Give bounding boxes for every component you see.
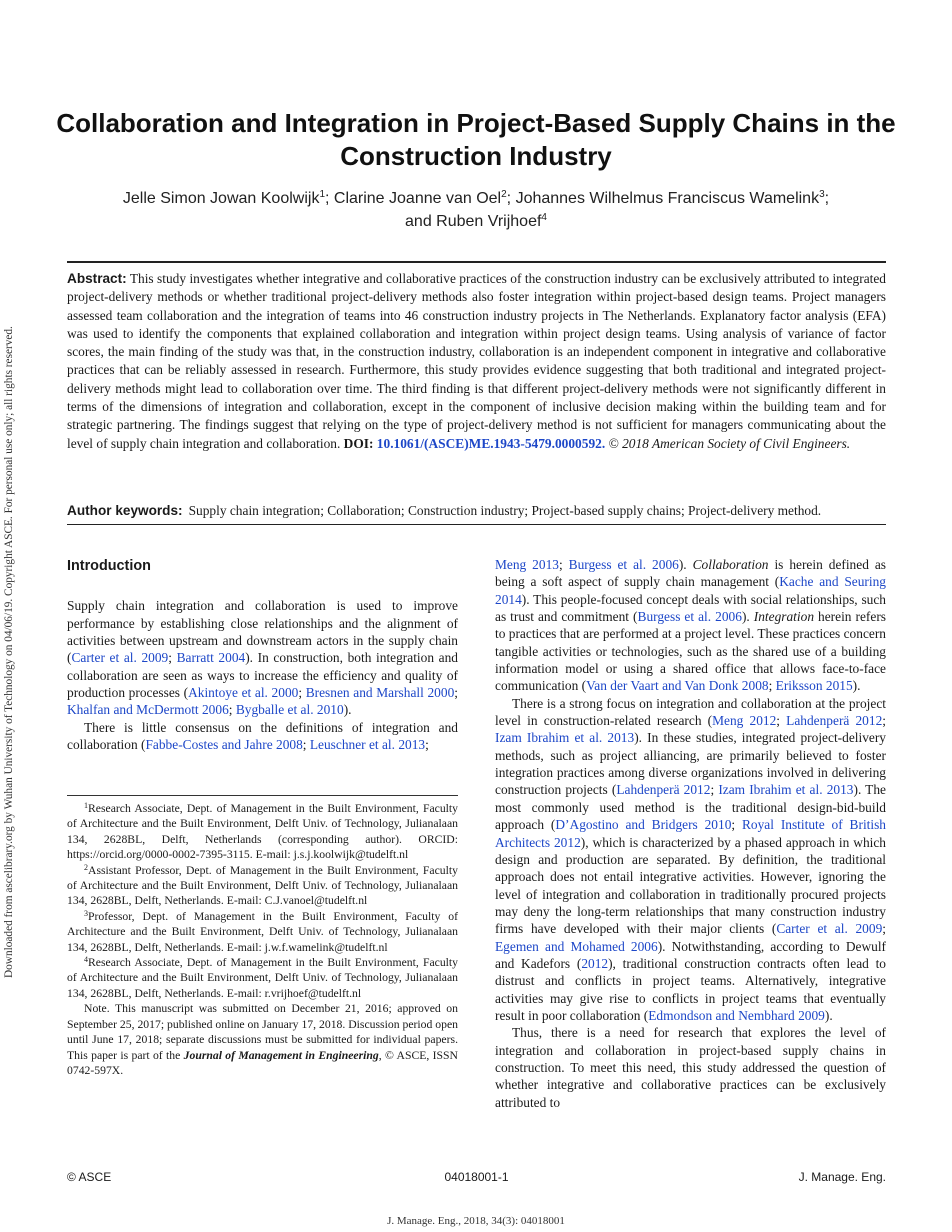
citation-link[interactable]: Bresnen and Marshall 2000 — [305, 685, 455, 701]
text-run: ; — [768, 678, 776, 694]
footnote-2 — [67, 863, 458, 909]
author-3: Johannes Wilhelmus Franciscus Wamelink — [515, 190, 820, 207]
citation-link[interactable]: Meng 2012 — [712, 713, 777, 729]
citation-link[interactable]: Fabbe-Costes and Jahre 2008 — [145, 737, 303, 753]
footer-publisher: © ASCE — [67, 1170, 112, 1184]
author-separator: ; — [506, 190, 516, 207]
submission-note — [67, 1001, 458, 1078]
text-run: Supply chain integration and collaboration is used to improve performance by establishing close relationships and the alignment of activities between upstream and downstream actors in the supply chain ( — [67, 598, 458, 666]
author-2: Clarine Joanne van Oel — [333, 190, 502, 207]
download-watermark: Downloaded from ascelibrary.org by Wuhan University of Technology on 04/06/19. Copyright ASCE. For personal use only; all rights reserved. — [3, 326, 15, 978]
citation-link[interactable]: Eriksson 2015 — [775, 678, 853, 694]
text-run: ; — [425, 737, 429, 753]
text-run: There is little consensus on the definitions of integration and collaboration ( — [67, 719, 458, 753]
footnote-4 — [67, 955, 458, 1001]
author-separator: ; — [325, 190, 334, 207]
term-emphasis: Integration — [753, 609, 815, 625]
citation-link[interactable]: Edmondson and Nembhard 2009 — [648, 1007, 825, 1023]
text-run: ), which is characterized by a phased approach in which design and production are separated. By definition, the traditional approach does not entail integrative activities. However, ignoring the level of integration and collaboration in traditionally procured projects may deny the long-term relationships that many construction industry firms have developed with their major clients ( — [495, 834, 886, 937]
left-column — [67, 556, 458, 753]
text-run: ; — [168, 650, 177, 666]
intro-paragraph-2 — [67, 719, 458, 754]
text-run: ). In construction, both integration and collaboration are seen as ways to increase the efficiency and quality of production processes ( — [67, 650, 458, 701]
abstract-top-rule — [67, 261, 886, 263]
keywords-label: Author keywords: — [67, 503, 183, 518]
text-run: ). In these studies, integrated project-delivery methods, such as project alliancing, are primarily believed to foster integration practices among diverse organizations involved in delivering construction projects ( — [495, 730, 886, 798]
footnote-text: Professor, Dept. of Management in the Built Environment, Faculty of Architecture and the Built Environment, Delft Univ. of Technology, Julianalaan 134, 2628BL, Delft, Netherlands. E-mail: j.w.f.wamelink@tudelft.nl — [67, 909, 458, 954]
text-run: ). This people-focused concept deals with social relationships, such as trust and commitment ( — [495, 591, 886, 625]
text-run: ; — [710, 782, 719, 798]
citation-link[interactable]: Carter et al. 2009 — [71, 650, 169, 666]
abstract-label: Abstract: — [67, 271, 127, 286]
right-paragraph-3: Thus, there is a need for research that explores the level of integration and collaboration in project-based supply chains in construction. To meet this need, this study addressed the question of whether integrative and collaborative practices can be exclusively attributed to — [495, 1025, 886, 1110]
journal-name: Journal of Management in Engineering — [183, 1048, 379, 1062]
text-run: ), traditional construction contracts often lead to distrust and conflicts in project teams. Alternatively, integrative activities may give rise to conflicts in project teams that eventually result in poor collaboration ( — [495, 955, 886, 1023]
citation-link[interactable]: Izam Ibrahim et al. 2013 — [495, 730, 635, 746]
footnote-text: Assistant Professor, Dept. of Management in the Built Environment, Faculty of Architecture and the Built Environment, Delft Univ. of Technology, Julianalaan 134, 2628BL, Delft, Netherlands. E-mail: C.J.vanoel@tudelft.nl — [67, 863, 458, 908]
note-text: Note. This manuscript was submitted on December 21, 2016; approved on September 25, 2017; published online on January 17, 2018. Discussion period open until June 17, 2018; separate discussions must be submitted for individual papers. This paper is part of the — [67, 1002, 458, 1062]
citation-link[interactable]: Royal Institute of British Architects 2012 — [495, 817, 887, 850]
citation-link[interactable]: Lahdenperä 2012 — [616, 782, 711, 798]
text-run: ; — [731, 817, 742, 833]
text-run: ). The most commonly used method is the traditional design-bid-build approach ( — [495, 782, 887, 833]
text-run: ). — [824, 1007, 833, 1023]
citation-link[interactable]: Meng 2013 — [495, 557, 559, 572]
citation-link[interactable]: Leuschner et al. 2013 — [309, 737, 426, 753]
citation-link[interactable]: Egemen and Mohamed 2006 — [495, 938, 658, 954]
right-paragraph-2 — [495, 695, 886, 1025]
citation-link[interactable]: Kache and Seuring 2014 — [495, 574, 886, 607]
text-run: ). — [343, 702, 352, 718]
right-paragraph-1 — [495, 556, 886, 695]
intro-paragraph-1 — [67, 597, 458, 718]
citation-link[interactable]: Izam Ibrahim et al. 2013 — [718, 782, 854, 798]
author-and: and — [405, 213, 437, 230]
citation-link[interactable]: Akintoye et al. 2000 — [188, 685, 299, 701]
author-1: Jelle Simon Jowan Koolwijk — [122, 190, 320, 207]
citation-link[interactable]: Burgess et al. 2006 — [568, 557, 679, 572]
text-run: There is a strong focus on integration and collaboration at the project level in construction-related research ( — [495, 695, 886, 729]
page-footer — [67, 1170, 886, 1186]
text-run: ; — [882, 921, 886, 937]
text-run: ). — [741, 609, 754, 625]
right-column — [495, 556, 886, 1111]
citation-link[interactable]: Bygballe et al. 2010 — [235, 702, 344, 718]
footnotes — [67, 801, 458, 1078]
footnote-marker: 2 — [84, 862, 88, 872]
footnote-rule — [67, 795, 458, 796]
footnote-marker: 1 — [84, 801, 88, 810]
author-4: Ruben Vrijhoef — [436, 213, 542, 230]
paper-title: Collaboration and Integration in Project-Based Supply Chains in the Construction Industry — [56, 108, 896, 171]
footnote-1 — [67, 801, 458, 863]
keywords-text: Supply chain integration; Collaboration; Construction industry; Project-based supply chains; Project-delivery method. — [188, 503, 822, 518]
citation-link[interactable]: Burgess et al. 2006 — [637, 609, 742, 625]
text-run: ; — [228, 702, 236, 718]
footnote-marker: 4 — [84, 955, 88, 965]
text-run: ; — [298, 685, 306, 701]
author-keywords — [67, 502, 886, 520]
abstract-copyright: © 2018 American Society of Civil Engineers. — [608, 435, 851, 451]
author-4-affil: 4 — [541, 212, 547, 223]
footer-journal: J. Manage. Eng. — [798, 1170, 886, 1184]
text-run: ; — [558, 557, 569, 572]
footnote-marker: 3 — [84, 908, 88, 918]
doi-label: DOI: — [343, 435, 374, 451]
citation-link[interactable]: Carter et al. 2009 — [776, 921, 883, 937]
citation-link[interactable]: 2012 — [581, 955, 609, 971]
footnote-3 — [67, 909, 458, 955]
citation-link[interactable]: Khalfan and McDermott 2006 — [67, 702, 229, 718]
footnote-text: Research Associate, Dept. of Management in the Built Environment, Faculty of Architecture and the Built Environment, Delft Univ. of Technology, Julianalaan 134, 2628BL, Delft, Netherlands (corresponding author). ORCID: https://orcid.org/0000-0002-7395-3115. E-mail: j.s.j.koolwijk@tudelft.nl — [67, 802, 458, 862]
bottom-citation: J. Manage. Eng., 2018, 34(3): 04018001 — [387, 1215, 565, 1227]
footnote-text: Research Associate, Dept. of Management in the Built Environment, Faculty of Architecture and the Built Environment, Delft Univ. of Technology, Julianalaan 134, 2628BL, Delft, Netherlands. E-mail: r.vrijhoef@tudelft.nl — [67, 956, 458, 1000]
citation-link[interactable]: Van der Vaart and Van Donk 2008 — [586, 678, 769, 694]
text-run: ; — [454, 685, 458, 701]
citation-link[interactable]: Lahdenperä 2012 — [786, 713, 883, 729]
text-run: ). Notwithstanding, according to Dewulf and Kadefors ( — [495, 938, 887, 971]
doi-link[interactable]: 10.1061/(ASCE)ME.1943-5479.0000592. — [376, 435, 606, 451]
text-run: is herein defined as being a soft aspect of supply chain management ( — [495, 557, 886, 590]
author-list — [40, 187, 912, 233]
author-3-affil: 3 — [819, 189, 825, 200]
footer-page-number: 04018001-1 — [444, 1170, 509, 1184]
text-run: herein refers to practices that are performed at a project level. These practices concern tangible activities or technologies, such as the shared use of a building information model or using a shared office that allows face-to-face communication ( — [495, 609, 886, 694]
text-run: ). — [678, 557, 693, 572]
text-run: ; — [776, 713, 787, 729]
text-run: ; — [302, 737, 310, 753]
text-run: ). — [852, 678, 861, 694]
abstract-body: This study investigates whether integrative and collaborative practices of the construction industry can be exclusively attributed to integrated project-delivery methods or whether traditional project-delivery methods also foster integration within project-based design teams. Project managers assessed team collaboration and the integration of teams into 46 construction industry projects in The Netherlands. Explanatory factor analysis (EFA) was used to identify the components that explained collaboration and integration within project design teams. Using analysis of variance of factor scores, the main finding of the study was that, in the construction industry, collaboration is an independent component in integrative and collaborative practices that can be reliably assessed in research. Furthermore, this study provides evidence suggesting that both traditional and integrated project-delivery methods might lead to collaboration over time. The third finding is that different project-delivery methods were not significantly different in terms of the dimensions of integration and collaboration, except in the component of inclusive decision making within the building team and for strategic partnering. The findings suggest that relying on the type of project-delivery method is not sufficient for managers communicating about the level of supply chain integration and collaboration. — [67, 271, 886, 451]
section-heading-introduction: Introduction — [67, 558, 151, 574]
text-run: ; — [882, 713, 887, 729]
keywords-rule — [67, 524, 886, 525]
citation-link[interactable]: Barratt 2004 — [176, 650, 246, 666]
author-separator: ; — [824, 190, 830, 207]
author-1-affil: 1 — [319, 189, 325, 200]
author-2-affil: 2 — [501, 189, 507, 200]
abstract — [67, 270, 886, 453]
citation-link[interactable]: D’Agostino and Bridgers 2010 — [555, 817, 732, 833]
term-emphasis: Collaboration — [692, 557, 769, 572]
note-text: , © ASCE, ISSN 0742-597X. — [67, 1048, 458, 1077]
